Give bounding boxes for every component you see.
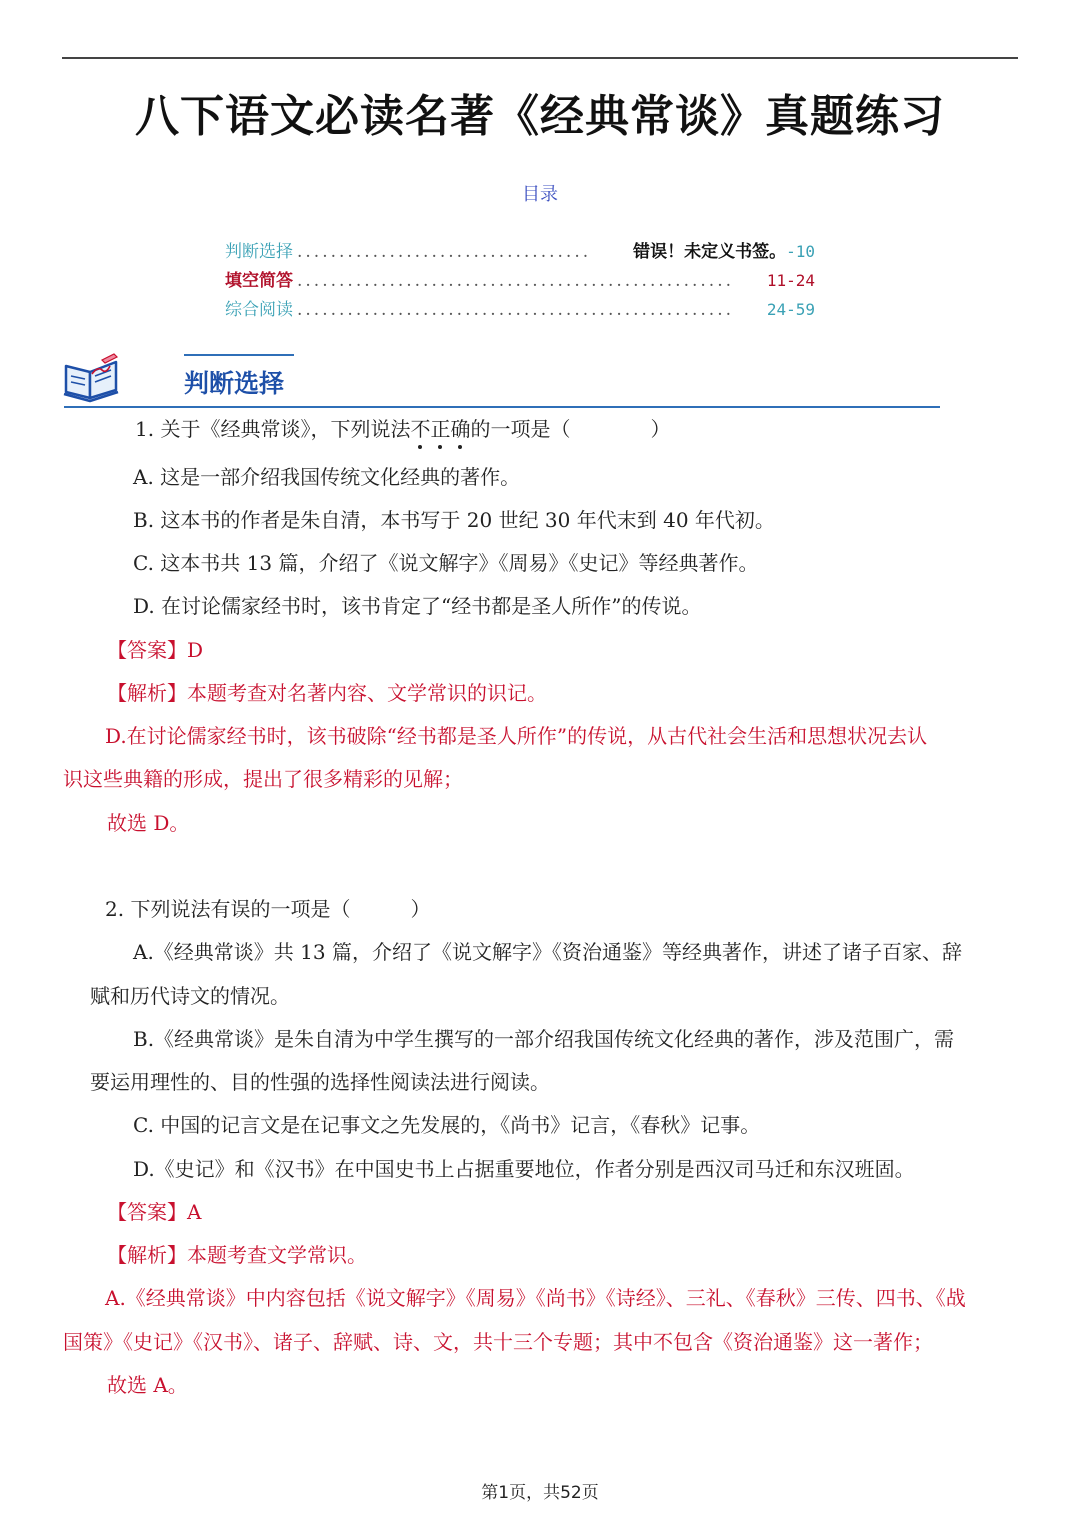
- toc-leader-dots: ...................................: [297, 242, 592, 262]
- toc-heading[interactable]: 目录: [522, 184, 558, 205]
- question-2-explanation: A.《经典常谈》中内容包括《说文解字》《周易》《尚书》《诗经》、三礼、《春秋》三传、四书、《战: [105, 1286, 966, 1310]
- section-title: 判断选择: [184, 369, 285, 398]
- question-1-option-d: D. 在讨论儒家经书时，该书肯定了“经书都是圣人所作”的传说。: [133, 594, 702, 618]
- toc-entry[interactable]: [225, 237, 815, 261]
- open-book-icon: [62, 352, 122, 404]
- question-2-option-b: B.《经典常谈》是朱自清为中学生撰写的一部介绍我国传统文化经典的著作，涉及范围广，需: [133, 1027, 955, 1051]
- question-1-stem: 1. 关于《经典常谈》，下列说法不正确的一项是（ ）: [135, 417, 671, 441]
- section-underline: [64, 406, 940, 408]
- question-2-option-d: D.《史记》和《汉书》在中国史书上占据重要地位，作者分别是西汉司马迁和东汉班固。: [133, 1157, 915, 1181]
- question-1-conclusion: 故选 D。: [107, 811, 190, 835]
- toc-entry-page: 11-24: [766, 271, 815, 290]
- section-overline: [184, 354, 294, 356]
- question-1-answer: 【答案】D: [107, 638, 204, 662]
- question-2-option-a-cont: 赋和历代诗文的情况。: [90, 984, 290, 1008]
- question-1-analysis: 【解析】本题考查对名著内容、文学常识的识记。: [107, 681, 547, 705]
- section-banner: [60, 352, 940, 408]
- toc-entry-page: 24-59: [766, 300, 815, 319]
- toc-entry[interactable]: [225, 266, 815, 290]
- question-1-option-c: C. 这本书共 13 篇，介绍了《说文解字》《周易》《史记》等经典著作。: [133, 551, 759, 575]
- toc-leader-dots: ....................................................: [297, 300, 734, 320]
- emphasis-char: 不: [410, 417, 431, 441]
- question-1-explanation-cont: 识这些典籍的形成，提出了很多精彩的见解；: [63, 767, 463, 791]
- question-2-option-a: A.《经典常谈》共 13 篇，介绍了《说文解字》《资治通鉴》等经典著作，讲述了诸子百家、辞: [133, 940, 962, 964]
- question-1-option-b: B. 这本书的作者是朱自清，本书写于 20 世纪 30 年代末到 40 年代初。: [133, 508, 775, 532]
- question-2-conclusion: 故选 A。: [107, 1373, 188, 1397]
- toc-entry-label: 综合阅读: [225, 300, 293, 320]
- toc-entry-page: -10: [786, 242, 815, 261]
- emphasis-char: 正: [430, 417, 451, 441]
- toc-error-note: 错误！未定义书签。: [633, 242, 787, 262]
- toc-entry-label: 判断选择: [225, 242, 293, 262]
- page-number-footer: 第1页，共52页: [481, 1483, 599, 1503]
- toc-entry-label: 填空简答: [225, 271, 293, 291]
- question-2-option-c: C. 中国的记言文是在记事文之先发展的，《尚书》记言，《春秋》记事。: [133, 1113, 761, 1137]
- question-2-analysis: 【解析】本题考查文学常识。: [107, 1243, 367, 1267]
- document-title: 八下语文必读名著《经典常谈》真题练习: [135, 91, 945, 142]
- question-2-option-b-cont: 要运用理性的、目的性强的选择性阅读法进行阅读。: [90, 1070, 550, 1094]
- toc-leader-dots: ....................................................: [297, 271, 734, 291]
- emphasis-char: 确: [450, 417, 471, 441]
- header-rule: [62, 57, 1018, 59]
- question-2-explanation-cont: 国策》《史记》《汉书》、诸子、辞赋、诗、文，共十三个专题；其中不包含《资治通鉴》这一著作；: [63, 1330, 933, 1354]
- question-1-option-a: A. 这是一部介绍我国传统文化经典的著作。: [133, 465, 521, 489]
- question-1-explanation: D.在讨论儒家经书时，该书破除“经书都是圣人所作”的传说，从古代社会生活和思想状况去认: [105, 724, 928, 748]
- question-2-answer: 【答案】A: [107, 1200, 202, 1224]
- question-2-stem: 2. 下列说法有误的一项是（ ）: [105, 897, 431, 921]
- toc-entry[interactable]: [225, 295, 815, 319]
